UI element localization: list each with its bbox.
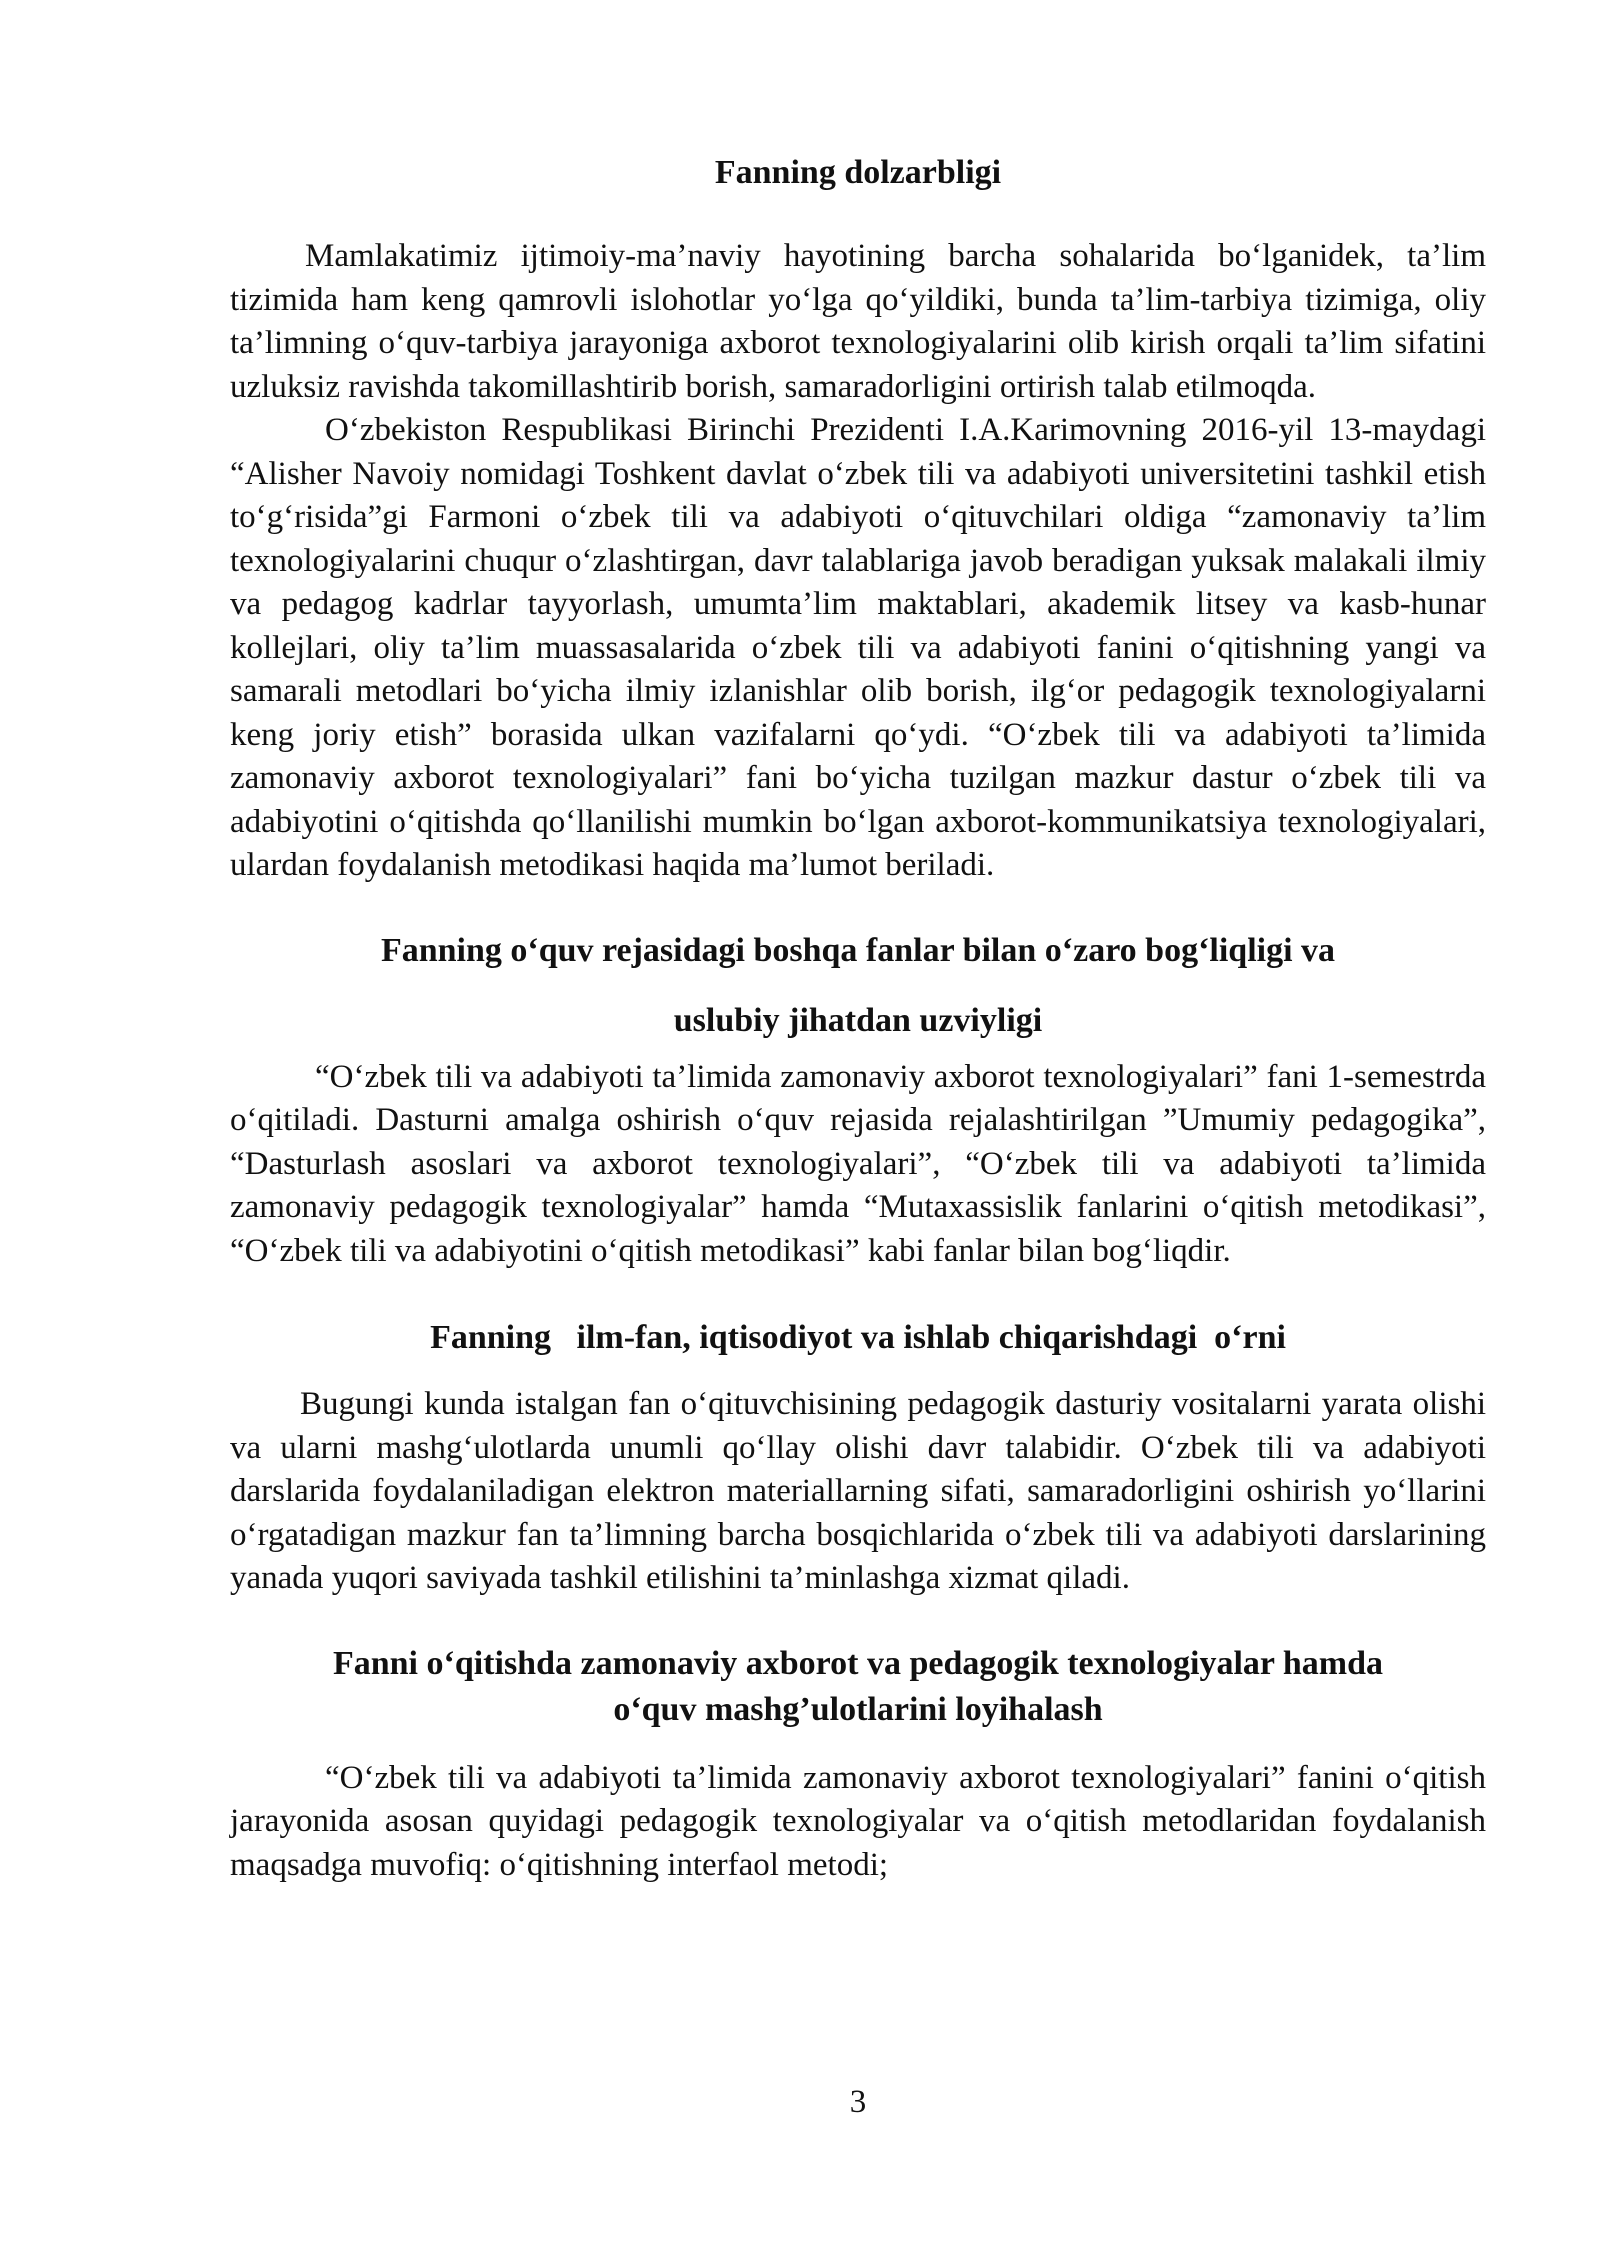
document-page	[230, 150, 1486, 1887]
paragraph: O‘zbekiston Respublikasi Birinchi Prezidenti I.A.Karimovning 2016-yil 13-maydagi “Alisher Navoiy nomidagi Toshkent davlat o‘zbek tili va adabiyoti universitetini tashkil etish to‘g‘risida”gi Farmoni o‘zbek tili va adabiyoti o‘qituvchilari oldiga “zamonaviy ta’lim texnologiyalarini chuqur o‘zlashtirgan, davr talablariga javob beradigan yuksak malakali ilmiy va pedagog kadrlar tayyorlash, umumta’lim maktablari, akademik litsey va kasb-hunar kollejlari, oliy ta’lim muassasalarida o‘zbek tili va adabiyoti fanini o‘qitishning yangi va samarali metodlari bo‘yicha ilmiy izlanishlar olib borish, ilg‘or pedagogik texnologiyalarni keng joriy etish” borasida ulkan vazifalarni qo‘ydi. “O‘zbek tili va adabiyoti ta’limida zamonaviy axborot texnologiyalari” fani bo‘yicha tuzilgan mazkur dastur o‘zbek tili va adabiyotini o‘qitishda qo‘llanilishi mumkin bo‘lgan axborot-kommunikatsiya texnologiyalari, ulardan foydalanish metodikasi haqida ma’lumot beriladi.	[230, 412, 1486, 883]
section-heading-relevance: Fanning dolzarbligi	[714, 154, 1002, 191]
section-heading-role: Fanning ilm-fan, iqtisodiyot va ishlab chiqarishdagi o‘rni	[430, 1319, 1286, 1356]
paragraph: “O‘zbek tili va adabiyoti ta’limida zamonaviy axborot texnologiyalari” fani 1-semestrda o‘qitiladi. Dasturni amalga oshirish o‘quv rejasida rejalashtirilgan ”Umumiy pedagogika”, “Dasturlash asoslari va axborot texnologiyalari”, “O‘zbek tili va adabiyoti ta’limida zamonaviy pedagogik texnologiyalar” hamda “Mutaxassislik fanlarini o‘qitish metodikasi”, “O‘zbek tili va adabiyotini o‘qitish metodikasi” kabi fanlar bilan bog‘liqdir.	[230, 1058, 1486, 1269]
heading-line: Fanni o‘qitishda zamonaviy axborot va pedagogik texnologiyalar hamda	[332, 1644, 1384, 1682]
page-number: 3	[849, 2084, 867, 2120]
section-heading-technologies	[230, 1641, 1486, 1733]
paragraph: “O‘zbek tili va adabiyoti ta’limida zamonaviy axborot texnologiyalari” fanini o‘qitish jarayonida asosan quyidagi pedagogik texnologiyalar va o‘qitish metodlaridan foydalanish maqsadga muvofiq: o‘qitishning interfaol metodi;	[230, 1759, 1486, 1883]
section-heading-interdisciplinary: Fanning o‘quv rejasidagi boshqa fanlar bilan o‘zaro bog‘liqligi va	[380, 931, 1336, 969]
paragraph: Mamlakatimiz ijtimoiy-ma’naviy hayotining barcha sohalarida bo‘lganidek, ta’lim tizimida ham keng qamrovli islohotlar yo‘lga qo‘yildiki, bunda ta’lim-tarbiya tizimiga, oliy ta’limning o‘quv-tarbiya jarayoniga axborot texnologiyalarini olib kirish orqali ta’lim sifatini uzluksiz ravishda takomillashtirib borish, samaradorligini ortirish talab etilmoqda.	[230, 238, 1486, 405]
heading-line: o‘quv mashg’ulotlarini loyihalash	[613, 1690, 1103, 1728]
section-heading-interdisciplinary-line2: uslubiy jihatdan uzviyligi	[673, 1001, 1043, 1039]
paragraph: Bugungi kunda istalgan fan o‘qituvchisining pedagogik dasturiy vositalarni yarata olishi va ularni mashg‘ulotlarda unumli qo‘llay olishi davr talabidir. O‘zbek tili va adabiyoti darslarida foydalaniladigan elektron materiallarning sifati, samaradorligini oshirish yo‘llarini o‘rgatadigan mazkur fan ta’limning barcha bosqichlarida o‘zbek tili va adabiyoti darslarining yanada yuqori saviyada tashkil etilishini ta’minlashga xizmat qiladi.	[230, 1386, 1486, 1596]
